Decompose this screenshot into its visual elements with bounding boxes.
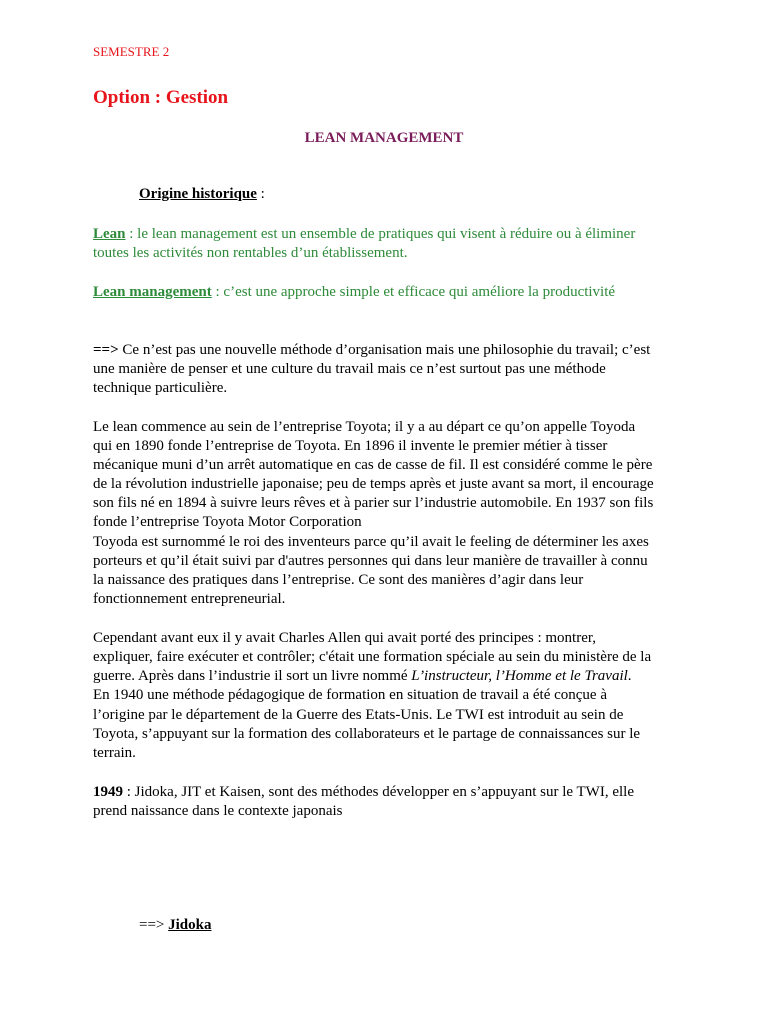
para3-line-4: En 1940 une méthode pédagogique de formation en situation de travail a été conçue à [93,687,607,703]
para2-line: Toyoda est surnommé le roi des inventeurs parce qu’il avait le feeling de déterminer les axes [93,534,649,550]
jidoka-heading: Jidoka [168,917,212,933]
origine-heading: Origine historique [139,186,257,202]
para4-line-1 [93,783,634,802]
year-1949: 1949 [93,784,123,800]
para2-line: porteurs et qu’il était suivi par d'autres personnes qui dans leur manière de travailler à connu [93,553,648,569]
lean-definition-text: : le lean management est un ensemble de pratiques qui visent à réduire ou à éliminer [125,226,636,242]
para4-text-1: : Jidoka, JIT et Kaisen, sont des méthodes développer en s’appuyant sur le TWI, elle [123,784,634,800]
lean-term: Lean [93,226,126,242]
para2-line: fonctionnement entrepreneurial. [93,591,286,607]
lean-definition-line-2: toutes les activités non rentables d’un établissement. [93,245,408,261]
arrow-marker: ==> [93,342,119,358]
lean-management-definition [93,283,615,302]
para1-line-2: une manière de penser et une culture du travail mais ce n’est surtout pas une méthode [93,361,606,377]
para2-line: son fils né en 1894 à suivre leurs rêves et à parier sur l’industrie automobile. En 1937 son fils [93,495,654,511]
para3-line-2: expliquer, faire exécuter et contrôler; c'était une formation spéciale au sein du ministère de la [93,649,652,665]
para3-line-6: Toyota, s’appuyant sur la formation des collaborateurs et le partage de connaissances sur le [93,726,641,742]
para1-line-1 [93,341,650,360]
para3-line-1: Cependant avant eux il y avait Charles Allen qui avait porté des principes : montrer, [93,630,597,646]
para3-line-7: terrain. [93,745,136,761]
para2-line: la naissance des pratiques dans l’entreprise. Ce sont des manières d’agir dans leur [93,572,584,588]
document-title: LEAN MANAGEMENT [304,130,464,146]
jidoka-heading-line [139,916,212,935]
origine-heading-line [139,185,265,204]
option-heading: Option : Gestion [93,87,229,108]
lean-definition-line-1 [93,225,635,244]
para2-line: mécanique muni d’un arrêt automatique en cas de casse de fil. Il est considéré comme le père [93,457,653,473]
origine-heading-suffix: : [256,186,265,202]
para3-line-5: l’origine par le département de la Guerre des Etats-Unis. Le TWI est introduit au sein de [93,707,624,723]
book-title: L’instructeur, l’Homme et le Travail [411,668,628,684]
lean-management-term: Lean management [93,284,212,300]
jidoka-arrow: ==> [139,917,169,933]
lean-management-text: : c’est une approche simple et efficace qui améliore la productivité [211,284,616,300]
para2-line: qui en 1890 fonde l’entreprise de Toyota. En 1896 il invente le premier métier à tisser [93,438,608,454]
para3-line-3 [93,667,632,686]
para3-line-3-suffix: . [627,668,632,684]
para4-line-2: prend naissance dans le contexte japonais [93,803,343,819]
para1-text-1: Ce n’est pas une nouvelle méthode d’organisation mais une philosophie du travail; c’est [118,342,651,358]
semester-label: SEMESTRE 2 [93,44,170,59]
para1-line-3: technique particulière. [93,380,228,396]
para3-line-3-prefix: guerre. Après dans l’industrie il sort un livre nommé [93,668,412,684]
para2-line: fonde l’entreprise Toyota Motor Corporation [93,514,362,530]
para2-line: de la révolution industrielle japonaise; peu de temps après et juste avant sa mort, il encourage [93,476,654,492]
para2-line: Le lean commence au sein de l’entreprise Toyota; il y a au départ ce qu’on appelle Toyoda [93,419,636,435]
